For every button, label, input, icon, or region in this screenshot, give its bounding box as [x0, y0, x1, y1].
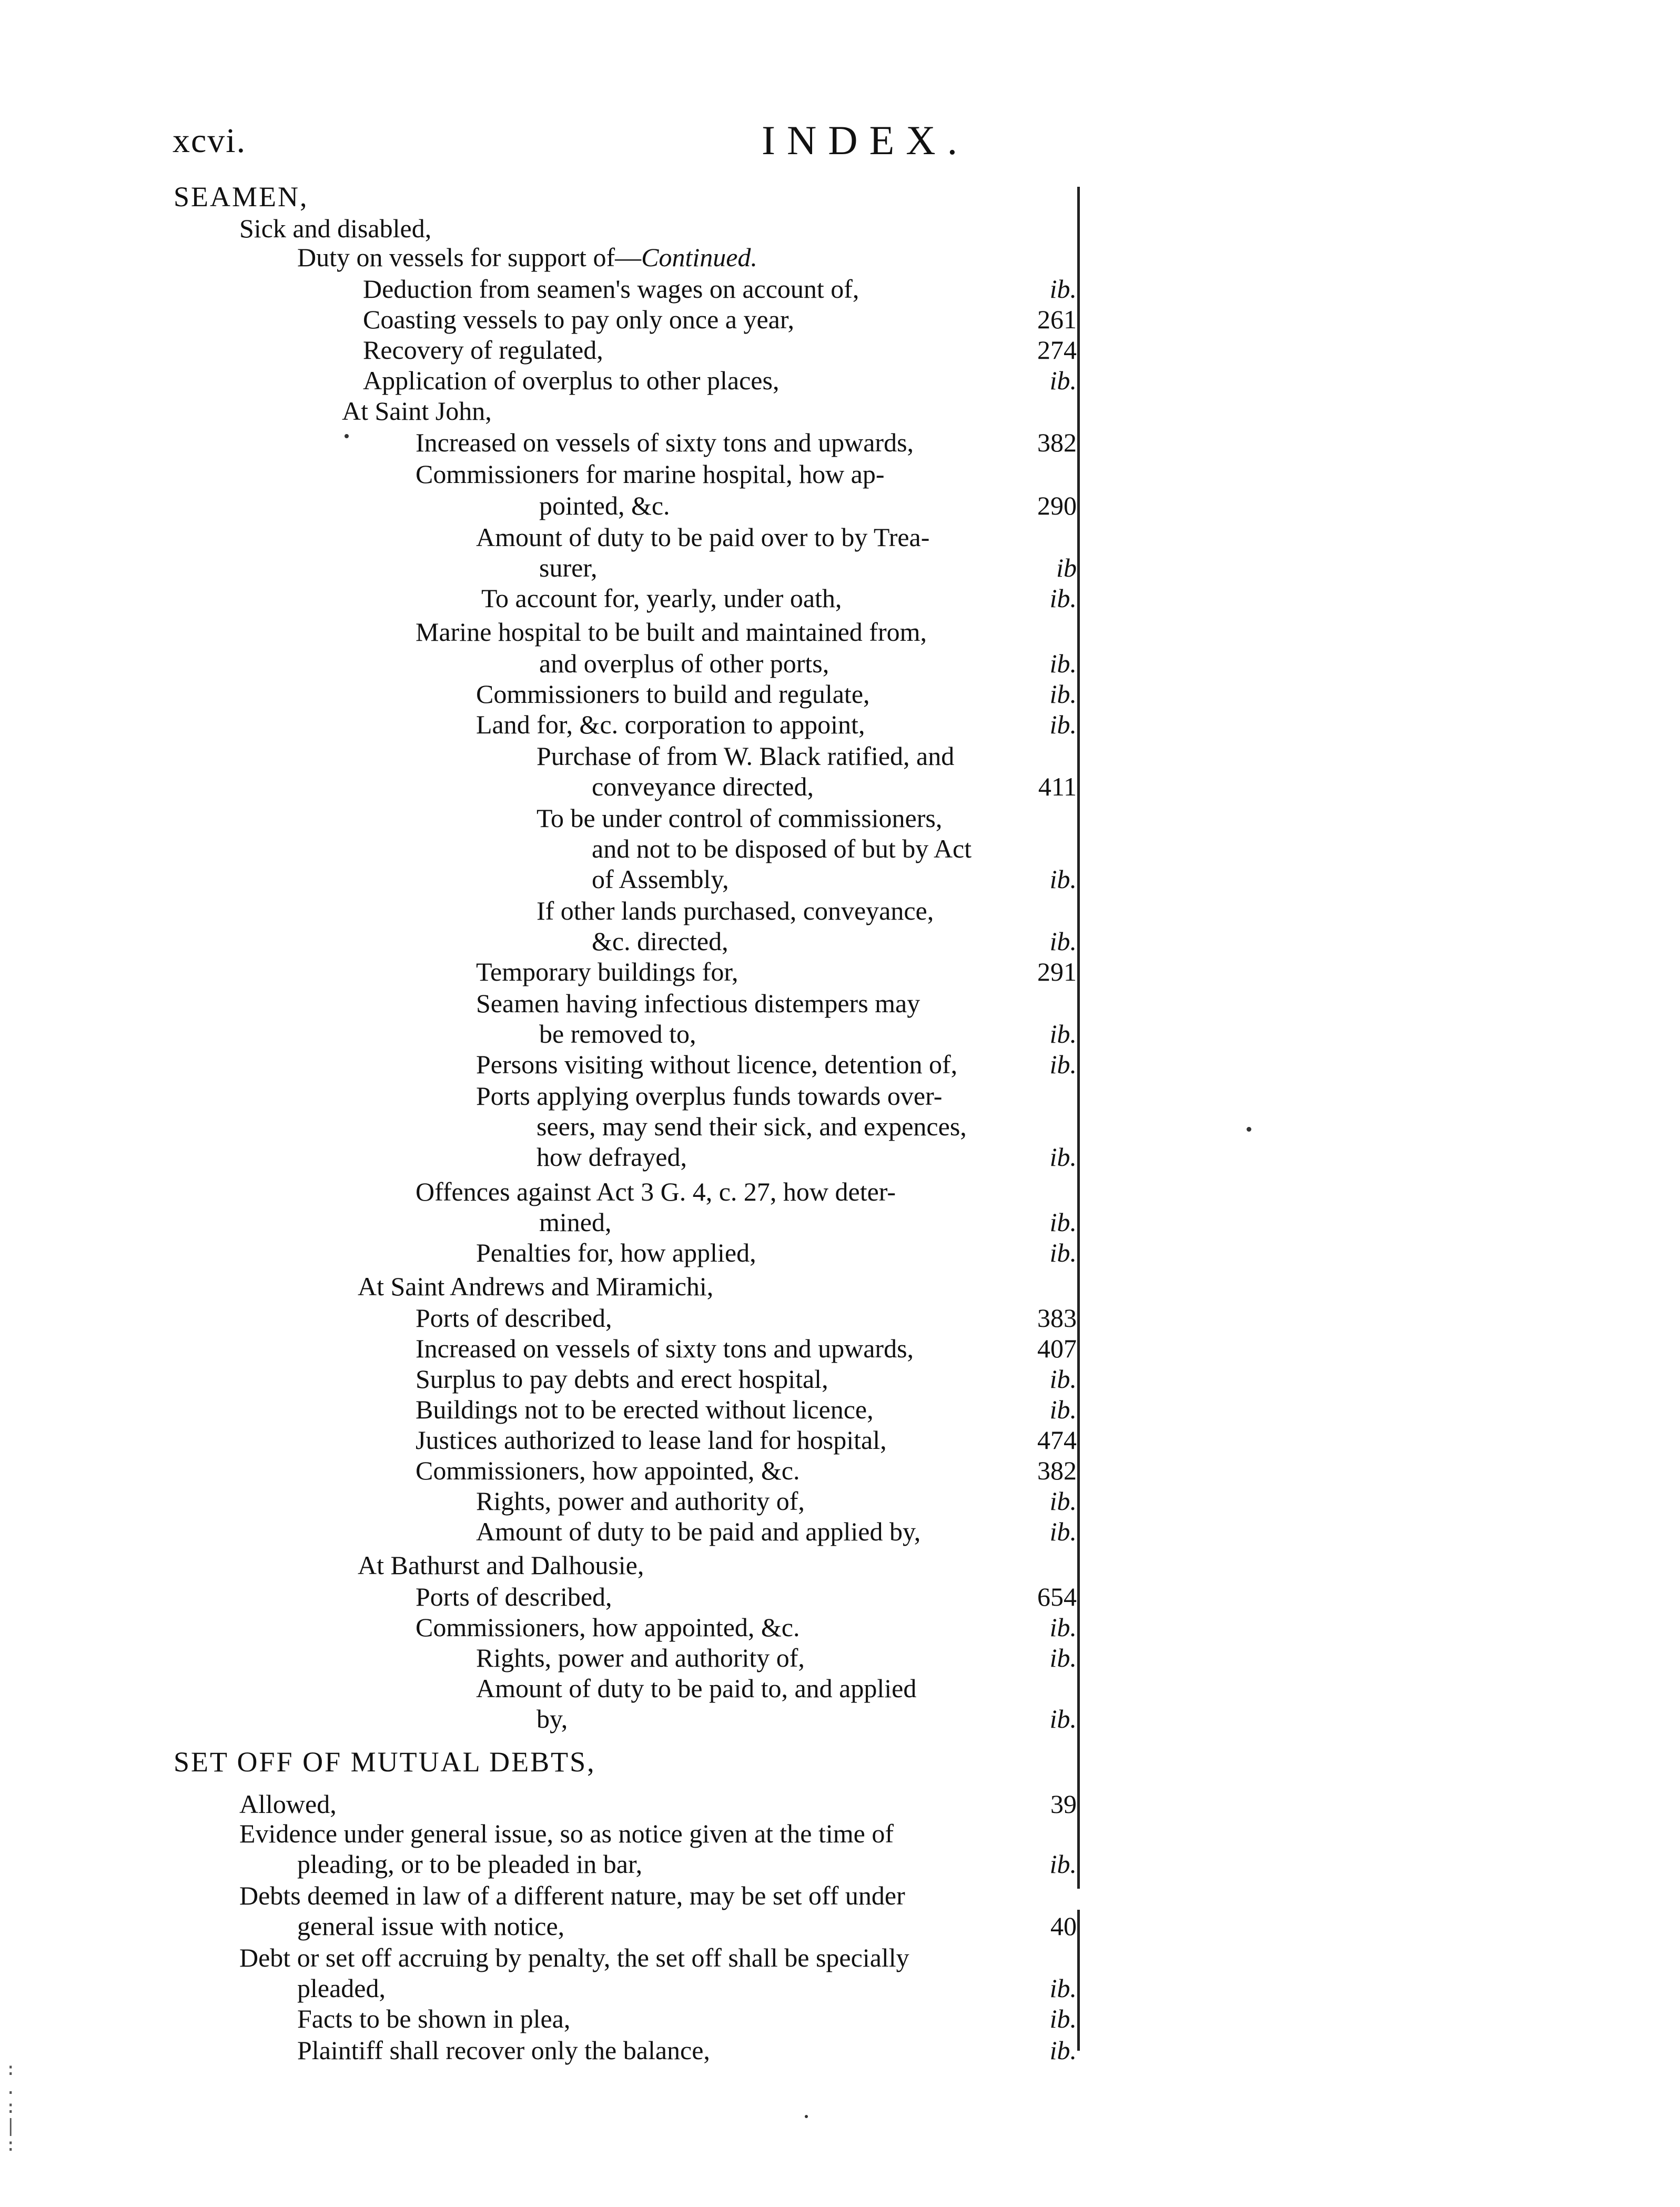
entry-text: Seamen having infectious distempers may — [476, 989, 920, 1018]
entry-text: Duty on vessels for support of— — [297, 243, 642, 272]
entry-text: SET OFF OF MUTUAL DEBTS, — [174, 1746, 596, 1778]
entry-text: Ports applying overplus funds towards over- — [476, 1081, 943, 1111]
page-reference: 382 — [1037, 1456, 1077, 1485]
index-entry — [592, 926, 728, 956]
page-reference: 290 — [1037, 491, 1077, 520]
index-entry — [363, 304, 794, 335]
entry-text: At Saint Andrews and Miramichi, — [358, 1272, 714, 1301]
page-reference: ib. — [1049, 1517, 1077, 1546]
entry-text: Amount of duty to be paid to, and applied — [476, 1674, 917, 1703]
index-entry — [363, 335, 603, 365]
entry-text: Surplus to pay debts and erect hospital, — [416, 1364, 828, 1394]
entry-text: Increased on vessels of sixty tons and upwards, — [416, 428, 914, 457]
page-reference: ib. — [1049, 2035, 1077, 2065]
page-reference: 383 — [1037, 1303, 1077, 1333]
index-entry — [297, 1849, 642, 1879]
page-reference: ib. — [1049, 926, 1077, 956]
page-reference: ib. — [1049, 1238, 1077, 1267]
entry-text: Purchase of from W. Black ratified, and — [537, 741, 955, 771]
index-entry — [476, 1486, 805, 1516]
entry-text: At Bathurst and Dalhousie, — [358, 1550, 644, 1580]
index-entry — [476, 1516, 920, 1547]
page-reference: ib. — [1049, 1613, 1077, 1642]
entry-text: Evidence under general issue, so as notice given at the time of — [239, 1819, 894, 1848]
entry-text: Increased on vessels of sixty tons and upwards, — [416, 1334, 914, 1363]
page-reference: ib. — [1049, 1643, 1077, 1672]
index-entry — [476, 1673, 916, 1704]
page-reference: 261 — [1037, 305, 1077, 334]
index-entry — [592, 833, 971, 864]
index-entry — [416, 1425, 887, 1455]
entry-text: Rights, power and authority of, — [476, 1643, 805, 1672]
entry-text: conveyance directed, — [592, 772, 814, 801]
page-reference: ib. — [1049, 710, 1077, 739]
page-reference: ib. — [1049, 1142, 1077, 1172]
index-entry — [476, 1081, 942, 1111]
index-entry — [537, 1142, 687, 1172]
index-entry — [416, 1581, 612, 1612]
index-entry — [537, 1111, 967, 1142]
entry-text: Persons visiting without licence, detention of, — [476, 1050, 958, 1079]
page-number: xcvi. — [173, 122, 247, 160]
page-reference: ib. — [1049, 1704, 1077, 1734]
page-reference: 474 — [1037, 1425, 1077, 1455]
page-reference: 274 — [1037, 335, 1077, 365]
entry-text: Sick and disabled, — [239, 214, 432, 243]
entry-text: of Assembly, — [592, 864, 729, 894]
index-entry — [239, 213, 431, 244]
index-entry — [358, 1271, 713, 1302]
continued-label: Continued. — [641, 243, 757, 272]
entry-text: surer, — [539, 553, 598, 582]
entry-text: Application of overplus to other places, — [363, 366, 780, 395]
index-entry — [416, 427, 914, 458]
index-entry — [358, 1550, 644, 1580]
entry-text: To be under control of commissioners, — [537, 803, 943, 833]
entry-text: Rights, power and authority of, — [476, 1486, 805, 1516]
index-entry — [297, 1973, 386, 2003]
entry-text: seers, may send their sick, and expences, — [537, 1112, 967, 1141]
entry-text: Land for, &c. corporation to appoint, — [476, 710, 865, 739]
page-reference: ib. — [1049, 679, 1077, 709]
page-reference: ib. — [1049, 1395, 1077, 1424]
entry-text: and not to be disposed of but by Act — [592, 834, 972, 863]
index-entry — [539, 552, 597, 583]
index-heading — [174, 182, 309, 212]
index-entry — [539, 1019, 696, 1049]
page-reference: 411 — [1038, 772, 1077, 801]
entry-text: Buildings not to be erected without licence, — [416, 1395, 874, 1424]
index-entry — [416, 1176, 896, 1207]
entry-text: by, — [537, 1704, 568, 1734]
entry-text: Justices authorized to lease land for hospital, — [416, 1425, 887, 1455]
entry-text: If other lands purchased, conveyance, — [537, 896, 934, 925]
page-reference: 407 — [1037, 1334, 1077, 1363]
entry-text: Debt or set off accruing by penalty, the set off shall be specially — [239, 1943, 909, 1972]
entry-text: Offences against Act 3 G. 4, c. 27, how deter- — [416, 1177, 896, 1206]
page-reference: 39 — [1050, 1789, 1077, 1819]
index-entry — [537, 803, 942, 833]
entry-text: pleading, or to be pleaded in bar, — [297, 1849, 643, 1879]
index-entry — [476, 1049, 957, 1080]
entry-text: Commissioners, how appointed, &c. — [416, 1456, 800, 1485]
index-entry — [416, 1333, 914, 1364]
index-entry — [239, 1789, 337, 1819]
index-entry — [476, 1642, 805, 1673]
index-entry — [363, 365, 779, 396]
page-reference: ib. — [1049, 274, 1077, 304]
entry-text: general issue with notice, — [297, 1911, 565, 1941]
index-entry — [416, 459, 885, 489]
entry-text: pointed, &c. — [539, 491, 670, 520]
index-entry — [539, 1207, 611, 1237]
index-entry — [239, 1818, 894, 1849]
entry-text: &c. directed, — [592, 926, 728, 956]
entry-text: Recovery of regulated, — [363, 335, 603, 365]
index-heading — [174, 1747, 596, 1777]
page-reference: ib. — [1049, 1973, 1077, 2003]
entry-text: SEAMEN, — [174, 181, 309, 213]
index-entry — [476, 522, 929, 552]
index-entry — [592, 864, 729, 894]
entry-text: Marine hospital to be built and maintained from, — [416, 617, 927, 647]
index-entry — [416, 617, 927, 647]
index-entry — [476, 679, 870, 709]
index-entry — [539, 490, 670, 521]
index-entry — [239, 1880, 905, 1911]
page-reference: ib. — [1049, 1486, 1077, 1516]
index-entry — [537, 895, 934, 926]
page-reference: 654 — [1037, 1582, 1077, 1611]
entry-text: Debts deemed in law of a different nature, may be set off under — [239, 1881, 905, 1910]
entry-text: pleaded, — [297, 1973, 386, 2003]
entry-text: Commissioners, how appointed, &c. — [416, 1613, 800, 1642]
page-reference: ib — [1056, 553, 1077, 582]
index-entry — [416, 1394, 874, 1425]
entry-text: At Saint John, — [342, 396, 492, 426]
entry-text: Facts to be shown in plea, — [297, 2004, 571, 2033]
entry-text: how defrayed, — [537, 1142, 687, 1172]
page-reference: ib. — [1049, 1849, 1077, 1879]
index-entry — [297, 1911, 564, 1941]
page-reference: ib. — [1049, 1019, 1077, 1049]
entry-text: be removed to, — [539, 1019, 696, 1049]
page-reference: ib. — [1049, 649, 1077, 678]
index-entry — [481, 583, 842, 613]
index-entry — [239, 1942, 909, 1973]
index-entry — [416, 1303, 612, 1333]
index-entry — [476, 988, 920, 1019]
index-entry — [416, 1455, 800, 1486]
page-reference: ib. — [1049, 1050, 1077, 1079]
page-reference: ib. — [1049, 2004, 1077, 2033]
entry-text: To account for, yearly, under oath, — [481, 583, 842, 613]
page-title: INDEX. — [762, 117, 969, 163]
index-entry — [297, 2035, 710, 2065]
entry-text: Allowed, — [239, 1789, 337, 1819]
index-entry — [416, 1612, 800, 1642]
margin-specks: : . : | : — [5, 2059, 16, 2155]
entry-text: Temporary buildings for, — [476, 957, 738, 986]
index-entry — [592, 771, 814, 802]
entry-text: Ports of described, — [416, 1582, 612, 1611]
index-entry — [342, 396, 492, 426]
entry-text: Penalties for, how applied, — [476, 1238, 756, 1267]
page-reference: 382 — [1037, 428, 1077, 457]
index-entry — [476, 956, 738, 987]
entry-text: Amount of duty to be paid and applied by, — [476, 1517, 921, 1546]
page-reference: 291 — [1037, 957, 1077, 986]
index-entry — [297, 242, 757, 273]
page-reference: ib. — [1049, 1364, 1077, 1394]
entry-text: Amount of duty to be paid over to by Trea- — [476, 522, 930, 552]
page-reference: ib. — [1049, 366, 1077, 395]
index-entry — [537, 1704, 568, 1734]
entry-text: and overplus of other ports, — [539, 649, 829, 678]
entry-text: Plaintiff shall recover only the balance, — [297, 2035, 710, 2065]
entry-text: Commissioners for marine hospital, how ap- — [416, 459, 885, 489]
index-entry — [537, 741, 954, 771]
entry-text: Ports of described, — [416, 1303, 612, 1333]
entry-text: Deduction from seamen's wages on account of, — [363, 274, 859, 304]
entry-text: Coasting vessels to pay only once a year, — [363, 305, 795, 334]
index-entry — [297, 2003, 570, 2034]
page-reference: ib. — [1049, 1207, 1077, 1237]
index-entry — [539, 648, 829, 679]
index-entry — [476, 709, 865, 740]
index-entry — [416, 1364, 828, 1394]
index-entry — [363, 274, 859, 304]
page-reference: ib. — [1049, 583, 1077, 613]
entry-text: Commissioners to build and regulate, — [476, 679, 870, 709]
page-reference: ib. — [1049, 864, 1077, 894]
index-entry — [476, 1237, 756, 1268]
entry-text: mined, — [539, 1207, 612, 1237]
page-reference: 40 — [1050, 1911, 1077, 1941]
